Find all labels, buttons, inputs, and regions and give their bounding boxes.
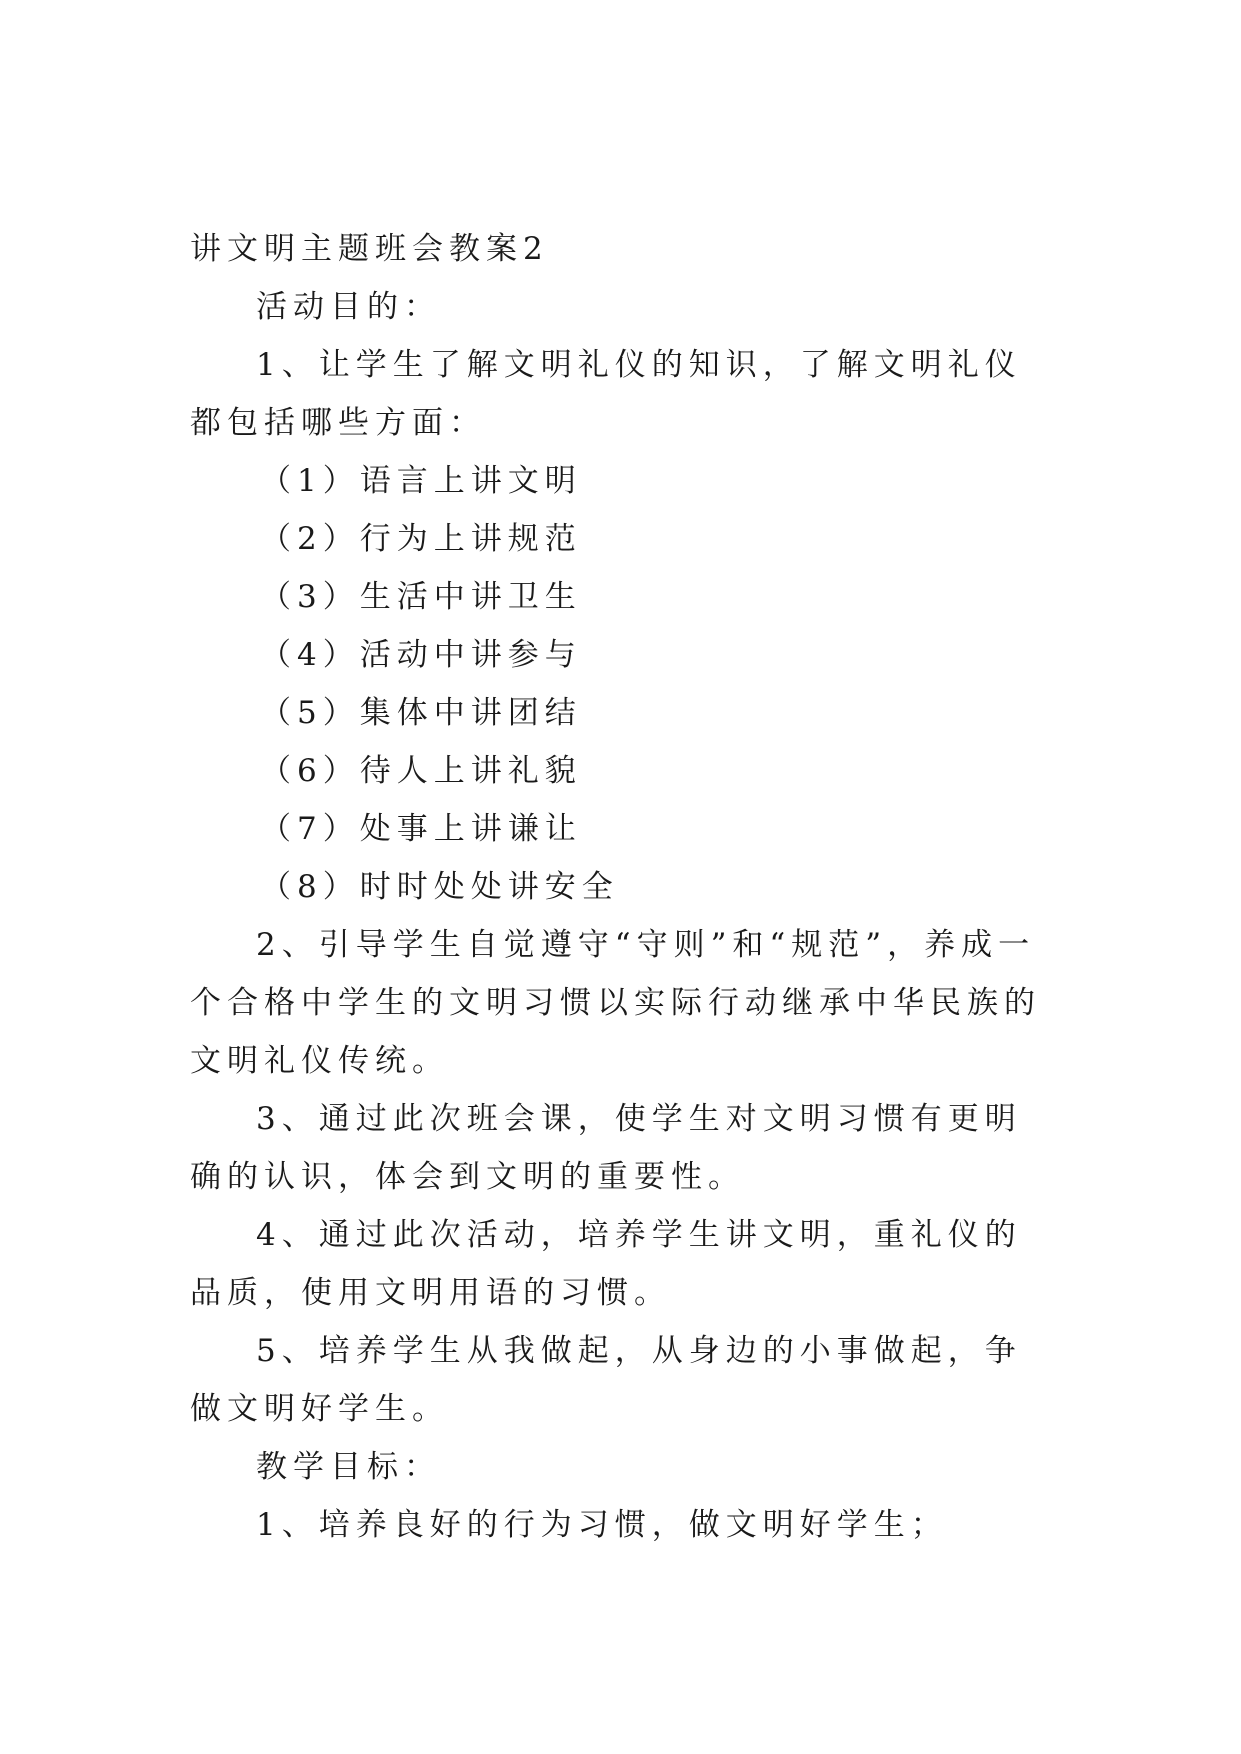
purpose-3-paragraph: 3、通过此次班会课，使学生对文明习惯有更明确的认识，体会到文明的重要性。: [190, 1101, 1022, 1195]
activity-purpose-heading: 活动目的：: [256, 289, 441, 325]
goal-1-paragraph: 1、培养良好的行为习惯，做文明好学生；: [256, 1507, 948, 1543]
teaching-goal-heading: 教学目标：: [256, 1449, 441, 1485]
purpose-2-paragraph: 2、引导学生自觉遵守“守则”和“规范”，养成一个合格中学生的文明习惯以实际行动继承中华民族的文明礼仪传统。: [190, 927, 1041, 1079]
purpose-1-paragraph: 1、让学生了解文明礼仪的知识，了解文明礼仪都包括哪些方面：: [190, 347, 1022, 441]
purpose-4-paragraph: 4、通过此次活动，培养学生讲文明，重礼仪的品质，使用文明用语的习惯。: [190, 1217, 1022, 1311]
aspect-item: （5）集体中讲团结: [260, 695, 582, 731]
aspect-item: （7）处事上讲谦让: [260, 811, 582, 847]
document-title: 讲文明主题班会教案2: [190, 231, 549, 267]
document-body: [190, 220, 1055, 1554]
aspect-item: （3）生活中讲卫生: [260, 579, 582, 615]
purpose-5-paragraph: 5、培养学生从我做起，从身边的小事做起，争做文明好学生。: [190, 1333, 1022, 1427]
aspect-item: （2）行为上讲规范: [260, 521, 582, 557]
aspect-item: （1）语言上讲文明: [260, 463, 582, 499]
aspect-item: （4）活动中讲参与: [260, 637, 582, 673]
aspect-item: （6）待人上讲礼貌: [260, 753, 582, 789]
aspect-item: （8）时时处处讲安全: [260, 869, 619, 905]
